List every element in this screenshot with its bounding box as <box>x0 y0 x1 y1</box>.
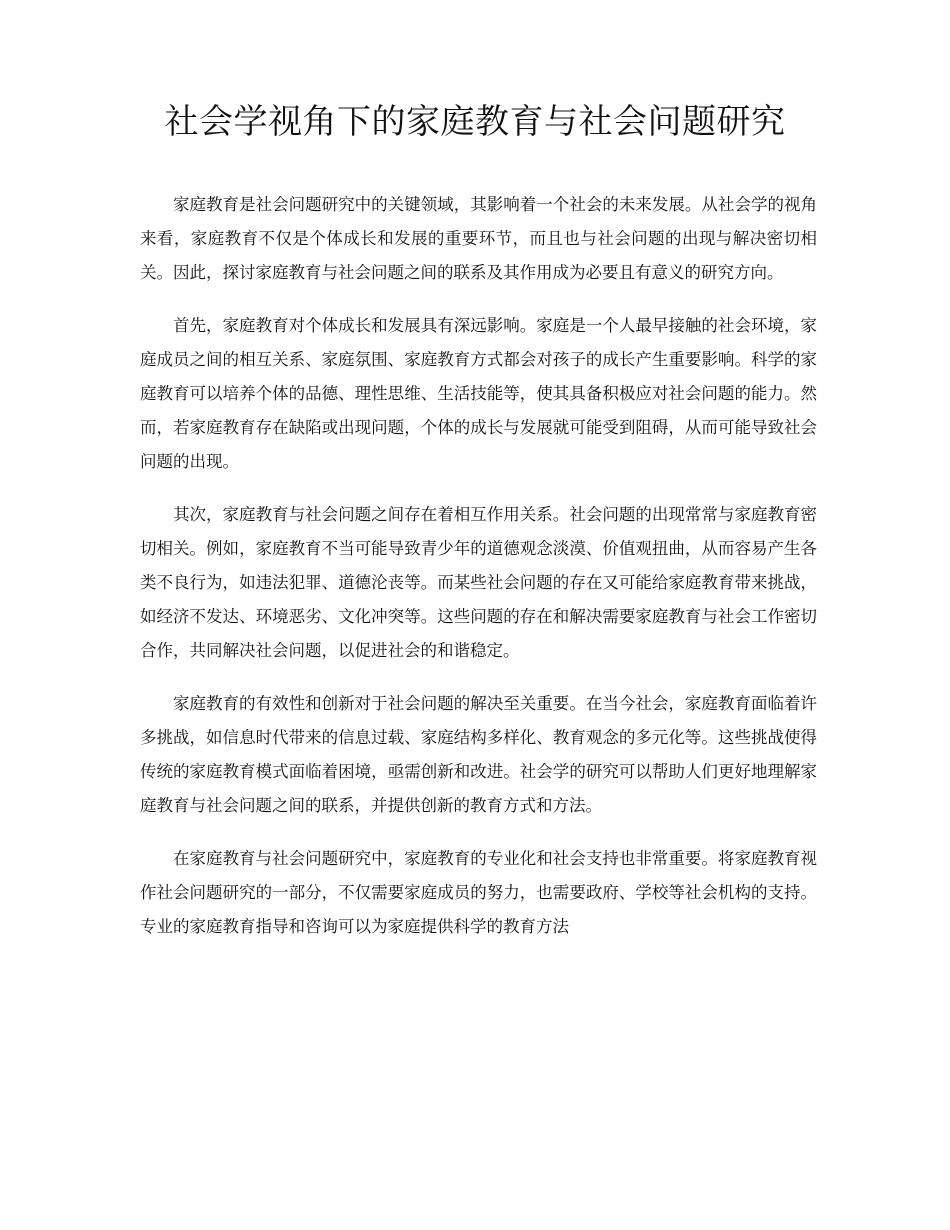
paragraph-4: 家庭教育的有效性和创新对于社会问题的解决至关重要。在当今社会，家庭教育面临着许多挑战，如信息时代带来的信息过载、家庭结构多样化、教育观念的多元化等。这些挑战使得传统的家庭教育模式面临着困境，亟需创新和改进。社会学的研究可以帮助人们更好地理解家庭教育与社会问题之间的联系，并提供创新的教育方式和方法。 <box>140 694 817 815</box>
paragraph-5: 在家庭教育与社会问题研究中，家庭教育的专业化和社会支持也非常重要。将家庭教育视作社会问题研究的一部分，不仅需要家庭成员的努力，也需要政府、学校等社会机构的支持。专业的家庭教育指导和咨询可以为家庭提供科学的教育方法 <box>140 849 817 936</box>
paragraph-2: 首先，家庭教育对个体成长和发展具有深远影响。家庭是一个人最早接触的社会环境，家庭成员之间的相互关系、家庭氛围、家庭教育方式都会对孩子的成长产生重要影响。科学的家庭教育可以培养个体的品德、理性思维、生活技能等，使其具备积极应对社会问题的能力。然而，若家庭教育存在缺陷或出现问题，个体的成长与发展就可能受到阻碍，从而可能导致社会问题的出现。 <box>140 316 817 471</box>
document-title: 社会学视角下的家庭教育与社会问题研究 <box>164 102 786 142</box>
document-body <box>140 188 817 963</box>
paragraph-3: 其次，家庭教育与社会问题之间存在着相互作用关系。社会问题的出现常常与家庭教育密切相关。例如，家庭教育不当可能导致青少年的道德观念淡漠、价值观扭曲，从而容易产生各类不良行为，如违法犯罪、道德沦丧等。而某些社会问题的存在又可能给家庭教育带来挑战，如经济不发达、环境恶劣、文化冲突等。这些问题的存在和解决需要家庭教育与社会工作密切合作，共同解决社会问题，以促进社会的和谐稳定。 <box>140 505 817 660</box>
paragraph-1: 家庭教育是社会问题研究中的关键领域，其影响着一个社会的未来发展。从社会学的视角来看，家庭教育不仅是个体成长和发展的重要环节，而且也与社会问题的出现与解决密切相关。因此，探讨家庭教育与社会问题之间的联系及其作用成为必要且有意义的研究方向。 <box>140 195 817 282</box>
